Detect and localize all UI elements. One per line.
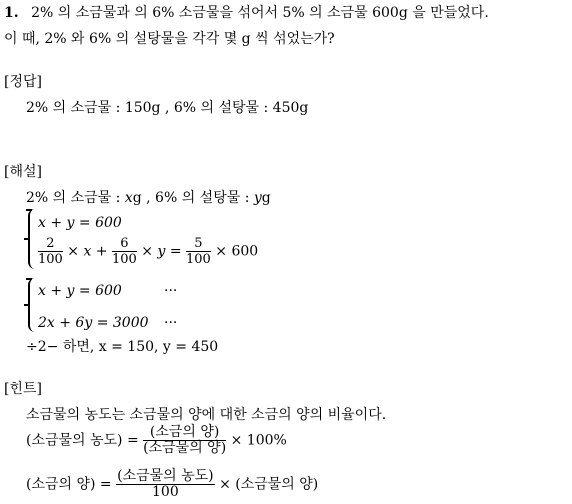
formula-2-numerator: (소금물의 농도): [117, 468, 214, 484]
problem-line-1: [4, 6, 489, 20]
problem-text-1: 2% 의 소금물과 의 6% 소금물을 섞어서 5% 의 소금물 600g 을 만들었다.: [31, 5, 489, 21]
setup-part-a: 2% 의 소금물 :: [26, 190, 125, 206]
fraction-numerator: 5: [186, 236, 211, 252]
system-1-eq-2: [38, 236, 258, 267]
formula-2-rhs: × (소금물의 양): [219, 476, 319, 493]
hint-formula-1: [26, 425, 287, 456]
fraction-6-over-100: [112, 236, 137, 267]
eq-mid-1: × x +: [67, 243, 108, 260]
system-2-eq-1: x + y = 600: [38, 283, 122, 299]
system-2-dots-1: ···: [164, 283, 178, 299]
formula-1-numerator: (소금의 양): [143, 425, 226, 441]
fraction-denominator: 100: [112, 252, 137, 267]
solution-step: ÷2− 하면, x = 150, y = 450: [26, 339, 219, 355]
problem-number: 1.: [4, 5, 19, 21]
fraction-denominator: 100: [38, 252, 63, 267]
system-2-brace: [28, 278, 38, 332]
formula-1-rhs: × 100%: [230, 432, 287, 449]
eq-mid-2: × y =: [141, 243, 182, 260]
hint-line-1: 소금물의 농도는 소금물의 양에 대한 소금의 양의 비율이다.: [26, 407, 387, 423]
system-1-brace: [28, 209, 38, 269]
problem-text-2: 이 때, 2% 와 6% 의 설탕물을 각각 몇 g 씩 섞었는가?: [4, 31, 335, 47]
setup-var-y: y: [253, 190, 262, 206]
fraction-2-over-100: [38, 236, 63, 267]
solution-setup: [26, 191, 271, 205]
eq-tail: × 600: [215, 243, 259, 260]
solution-header: [해설]: [4, 164, 42, 180]
answer-text: 2% 의 소금물 : 150g , 6% 의 설탕물 : 450g: [26, 100, 309, 116]
formula-1-fraction: [143, 425, 226, 456]
setup-var-x: x: [124, 190, 133, 206]
answer-header: [정답]: [4, 74, 42, 90]
fraction-numerator: 2: [38, 236, 63, 252]
system-2-eq-2: 2x + 6y = 3000: [38, 315, 149, 331]
system-2-dots-2: ···: [164, 315, 178, 331]
setup-part-b: g , 6% 의 설탕물 :: [132, 190, 254, 206]
formula-2-lhs: (소금의 양) =: [26, 476, 112, 493]
fraction-5-over-100: [186, 236, 211, 267]
formula-2-denominator: 100: [152, 484, 179, 500]
fraction-numerator: 6: [112, 236, 137, 252]
system-1-eq-1: x + y = 600: [38, 215, 122, 231]
hint-header: [힌트]: [4, 381, 42, 397]
hint-formula-2: [26, 469, 318, 500]
formula-1-denominator: (소금물의 양): [143, 440, 227, 456]
fraction-denominator: 100: [186, 252, 211, 267]
formula-1-lhs: (소금물의 농도) =: [26, 432, 139, 449]
formula-2-fraction: [116, 469, 215, 500]
setup-part-c: g: [261, 190, 271, 206]
